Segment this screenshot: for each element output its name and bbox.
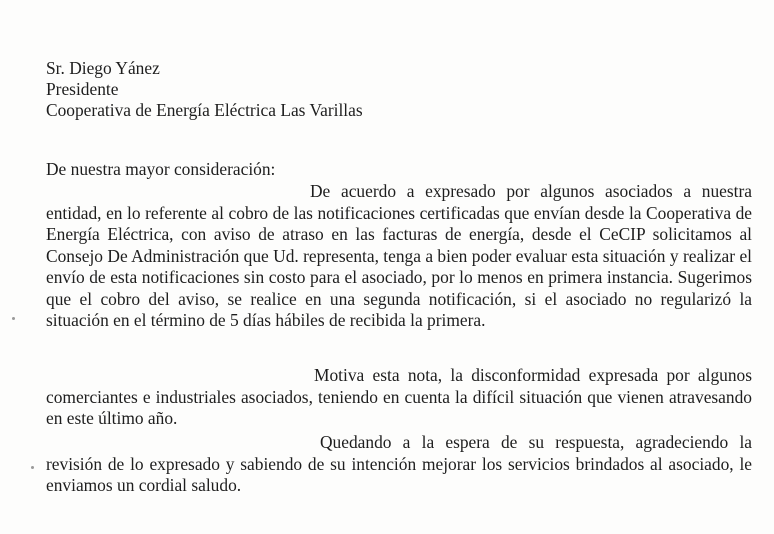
paragraph-text: Quedando a la espera de su respuesta, agradeciendo la revisión de lo expresado y sabiendo de su intención mejorar los servicios brindados al asociado, le enviamos un cordial saludo. bbox=[46, 432, 752, 495]
addressee-block bbox=[46, 58, 726, 121]
body-paragraph-1 bbox=[46, 181, 752, 332]
scan-speck bbox=[12, 317, 15, 320]
addressee-organization: Cooperativa de Energía Eléctrica Las Varillas bbox=[46, 100, 363, 120]
salutation: De nuestra mayor consideración: bbox=[46, 159, 276, 179]
body-paragraph-2 bbox=[46, 365, 752, 430]
body-paragraph-3 bbox=[46, 432, 752, 497]
paragraph-text: Motiva esta nota, la disconformidad expresada por algunos comerciantes e industriales asociados, teniendo en cuenta la difícil situación que vienen atravesando en este último año. bbox=[46, 365, 752, 428]
addressee-title: Presidente bbox=[46, 79, 119, 99]
scan-speck bbox=[31, 466, 34, 469]
paragraph-text: De acuerdo a expresado por algunos asociados a nuestra entidad, en lo referente al cobro de las notificaciones certificadas que envían desde la Cooperativa de Energía Eléctrica, con aviso de atraso en las facturas de energía, desde el CeCIP solicitamos al Consejo De Administración que Ud. representa, tenga a bien poder evaluar esta situación y realizar el envío de esta notificaciones sin costo para el asociado, por lo menos en primera instancia. Sugerimos que el cobro del aviso, se realice en una segunda notificación, si el asociado no regularizó la situación en el término de 5 días hábiles de recibida la primera. bbox=[46, 181, 752, 330]
addressee-name: Sr. Diego Yánez bbox=[46, 58, 160, 78]
